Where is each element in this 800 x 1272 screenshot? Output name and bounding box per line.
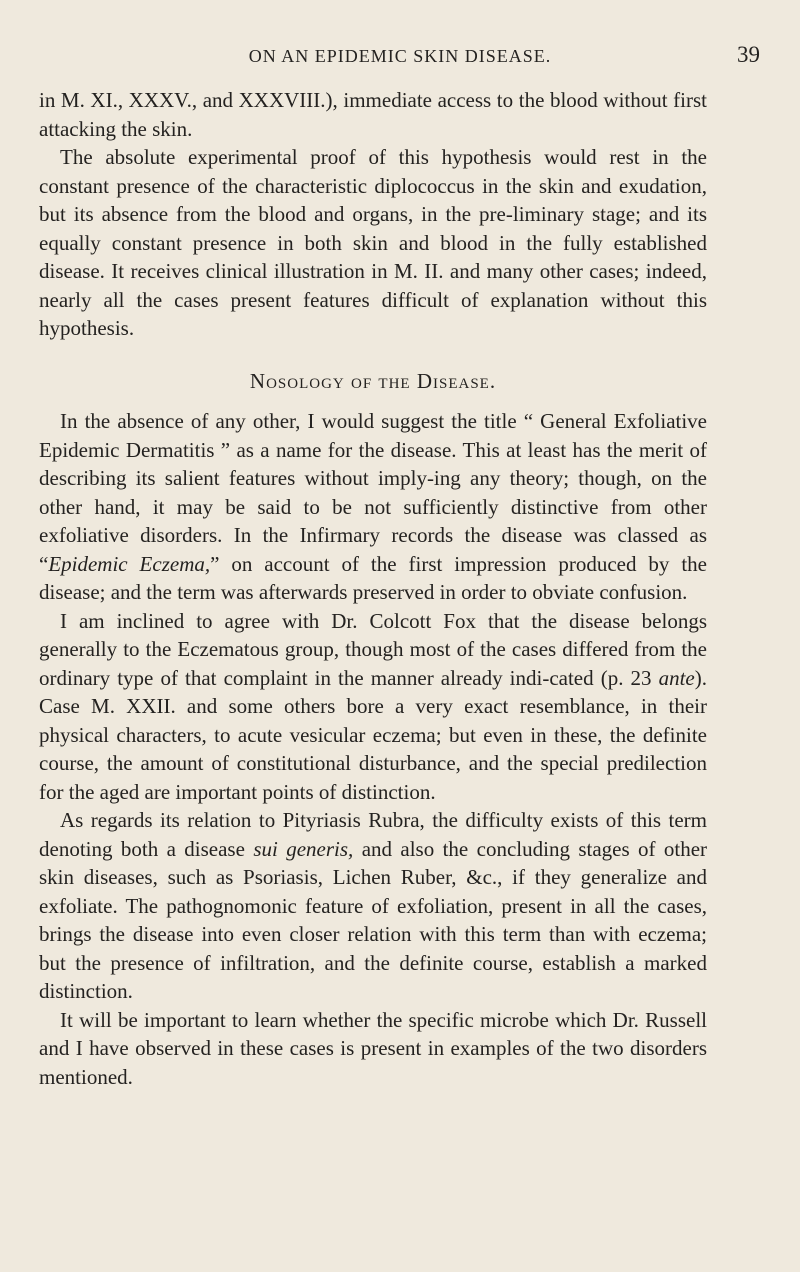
paragraph-3 bbox=[39, 407, 707, 607]
page-number: 39 bbox=[737, 42, 760, 67]
paragraph-4 bbox=[39, 607, 707, 807]
paragraph-3-text-a: In the absence of any other, I would suggest the title “ General Exfoliative Epidemic Dermatitis ” as a name for the disease. This at least has the merit of describing its salient features without imply-ing any theory; though, on the other hand, it may be said to be not sufficiently distinctive from other exfoliative disorders. In the Infirmary records the disease was classed as “ bbox=[39, 409, 707, 576]
paragraph-2: The absolute experimental proof of this hypothesis would rest in the constant presence of the characteristic diplococcus in the skin and exudation, but its absence from the blood and organs, in the pre-liminary stage; and its equally constant presence in both skin and blood in the fully established disease. It receives clinical illustration in M. II. and many other cases; indeed, nearly all the cases present features difficult of explanation without this hypothesis. bbox=[39, 145, 707, 340]
paragraph-1: in M. XI., XXXV., and XXXVIII.), immediate access to the blood without first attacking the skin. bbox=[39, 88, 707, 141]
paragraph-5-text-a: As regards its relation to Pityriasis Rubra, the difficulty exists of this term denoting both a disease bbox=[39, 808, 707, 861]
body-text bbox=[39, 86, 707, 1091]
paragraph-4-text-b: ). Case M. XXII. and some others bore a very exact resemblance, in their physical characters, to acute vesicular eczema; but even in these, the definite course, the amount of constitutional disturbance, and the special predilection for the aged are important points of distinction. bbox=[39, 665, 707, 804]
paragraph-4-italic: ante bbox=[658, 665, 695, 690]
paragraph-5-italic: sui generis, bbox=[253, 836, 354, 861]
running-title: ON AN EPIDEMIC SKIN DISEASE. bbox=[248, 46, 552, 66]
paragraph-3-italic: Epidemic Eczema, bbox=[48, 551, 211, 576]
paragraph-5-text-b: and also the concluding stages of other skin diseases, such as Psoriasis, Lichen Ruber, &c., if they generalize and exfoliate. The pathognomonic feature of exfoliation, present in all the cases, brings the disease into even closer relation with this term than with eczema; but the presence of infiltration, and the definite course, establish a marked distinction. bbox=[39, 836, 708, 1003]
paragraph-3-text-b: ” on account of the first impression produced by the disease; and the term was afterwards preserved in order to obviate confusion. bbox=[39, 551, 707, 604]
paragraph-5 bbox=[39, 806, 707, 1006]
paragraph-4-text-a: I am inclined to agree with Dr. Colcott Fox that the disease belongs generally to the Eczematous group, though most of the cases differed from the ordinary type of that complaint in the manner already indi-cated (p. 23 bbox=[39, 608, 707, 690]
paragraph-6: It will be important to learn whether the specific microbe which Dr. Russell and I have observed in these cases is present in examples of the two disorders mentioned. bbox=[39, 1007, 707, 1089]
section-heading: Nosology of the Disease. bbox=[249, 368, 497, 393]
running-head bbox=[40, 42, 760, 76]
